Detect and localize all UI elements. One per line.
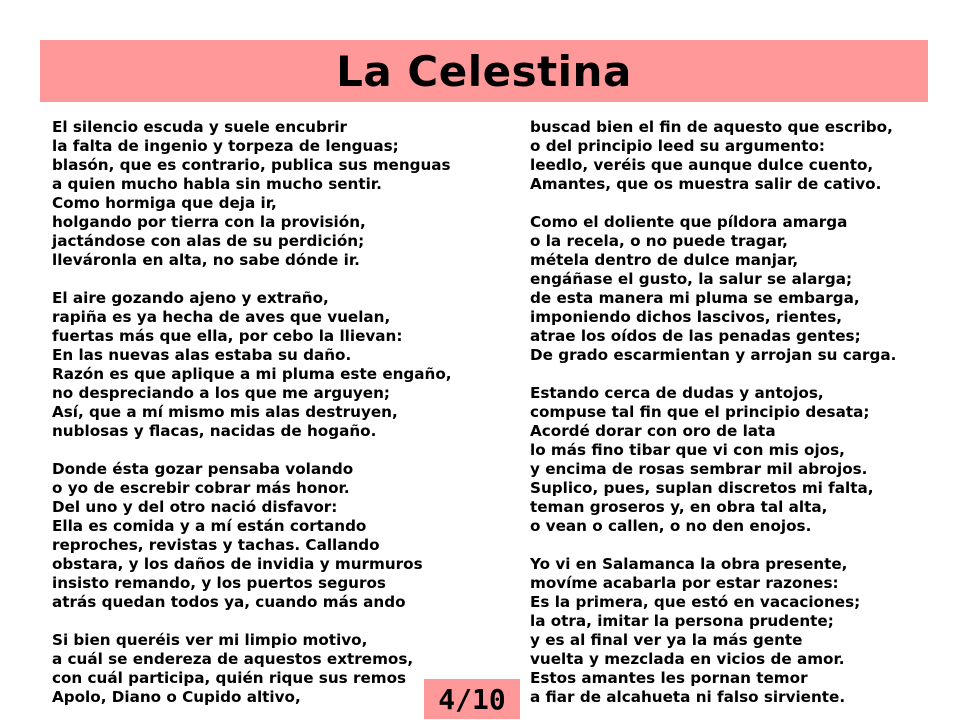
poem-line: a fiar de alcahueta ni falso sirviente.	[530, 688, 846, 706]
poem-line: insisto remando, y los puertos seguros	[52, 574, 386, 592]
title-banner	[40, 40, 928, 102]
poem-line: buscad bien el fin de aquesto que escribo,	[530, 118, 893, 136]
poem-line: la falta de ingenio y torpeza de lenguas;	[52, 137, 399, 155]
poem-line: blasón, que es contrario, publica sus menguas	[52, 156, 451, 174]
poem-line: o vean o callen, o no den enojos.	[530, 517, 812, 535]
poem-line: teman groseros y, en obra tal alta,	[530, 498, 828, 516]
stanza-gap	[530, 365, 950, 384]
poem-line: Como hormiga que deja ir,	[52, 194, 277, 212]
poem-line: engáñase el gusto, la salur se alarga;	[530, 270, 853, 288]
poem-line: Yo vi en Salamanca la obra presente,	[530, 555, 848, 573]
stanza-gap	[52, 612, 492, 631]
stanza-gap	[530, 536, 950, 555]
poem-line: obstara, y los daños de invidia y murmuros	[52, 555, 423, 573]
poem-line: a cuál se endereza de aquestos extremos,	[52, 650, 414, 668]
poem-line: Donde ésta gozar pensaba volando	[52, 460, 354, 478]
poem-line: Amantes, que os muestra salir de cativo.	[530, 175, 882, 193]
poem-line: métela dentro de dulce manjar,	[530, 251, 799, 269]
poem-line: El aire gozando ajeno y extraño,	[52, 289, 329, 307]
stanza-gap	[530, 194, 950, 213]
poem-line: El silencio escuda y suele encubrir	[52, 118, 348, 136]
poem-line: a quien mucho habla sin mucho sentir.	[52, 175, 382, 193]
poem-line: Si bien queréis ver mi limpio motivo,	[52, 631, 368, 649]
poem-line: atrae los oídos de las penadas gentes;	[530, 327, 861, 345]
poem-line: Estos amantes les pornan temor	[530, 669, 808, 687]
poem-line: atrás quedan todos ya, cuando más ando	[52, 593, 406, 611]
poem-line: Ella es comida y a mí están cortando	[52, 517, 367, 535]
poem-line: la otra, imitar la persona prudente;	[530, 612, 834, 630]
poem-column-right	[530, 118, 950, 707]
poem-line: y es al final ver ya la más gente	[530, 631, 803, 649]
poem-column-left	[52, 118, 492, 707]
page-number-badge: 4/10	[424, 679, 520, 719]
poem-line: Así, que a mí mismo mis alas destruyen,	[52, 403, 398, 421]
poem-line: con cuál participa, quién rique sus remos	[52, 669, 407, 687]
poem-line: En las nuevas alas estaba su daño.	[52, 346, 352, 364]
poem-line: imponiendo dichos lascivos, rientes,	[530, 308, 843, 326]
poem-line: Estando cerca de dudas y antojos,	[530, 384, 824, 402]
poem-line: De grado escarmientan y arrojan su carga.	[530, 346, 897, 364]
poem-line: y encima de rosas sembrar mil abrojos.	[530, 460, 868, 478]
stanza-gap	[52, 441, 492, 460]
poem-line: Apolo, Diano o Cupido altivo,	[52, 688, 301, 706]
stanza-gap	[52, 270, 492, 289]
poem-line: Como el doliente que píldora amarga	[530, 213, 848, 231]
poem-line: leedlo, veréis que aunque dulce cuento,	[530, 156, 874, 174]
poem-line: o del principio leed su argumento:	[530, 137, 826, 155]
poem-line: lo más fino tibar que vi con mis ojos,	[530, 441, 845, 459]
poem-line: de esta manera mi pluma se embarga,	[530, 289, 860, 307]
poem-line: holgando por tierra con la provisión,	[52, 213, 366, 231]
poem-line: o la recela, o no puede tragar,	[530, 232, 788, 250]
poem-line: vuelta y mezclada en vicios de amor.	[530, 650, 845, 668]
poem-line: Acordé dorar con oro de lata	[530, 422, 776, 440]
poem-line: nublosas y flacas, nacidas de hogaño.	[52, 422, 377, 440]
poem-line: Razón es que aplique a mi pluma este engaño,	[52, 365, 452, 383]
slide-title: La Celestina	[336, 46, 632, 96]
poem-line: compuse tal fin que el principio desata;	[530, 403, 870, 421]
poem-line: rapiña es ya hecha de aves que vuelan,	[52, 308, 391, 326]
poem-line: reproches, revistas y tachas. Callando	[52, 536, 380, 554]
poem-line: o yo de escrebir cobrar más honor.	[52, 479, 350, 497]
poem-line: Suplico, pues, suplan discretos mi falta,	[530, 479, 874, 497]
poem-line: fuertas más que ella, por cebo la llievan:	[52, 327, 403, 345]
poem-line: lleváronla en alta, no sabe dónde ir.	[52, 251, 360, 269]
poem-line: movíme acabarla por estar razones:	[530, 574, 839, 592]
poem-line: Del uno y del otro nació disfavor:	[52, 498, 338, 516]
poem-line: no despreciando a los que me arguyen;	[52, 384, 390, 402]
poem-line: jactándose con alas de su perdición;	[52, 232, 365, 250]
poem-line: Es la primera, que estó en vacaciones;	[530, 593, 861, 611]
